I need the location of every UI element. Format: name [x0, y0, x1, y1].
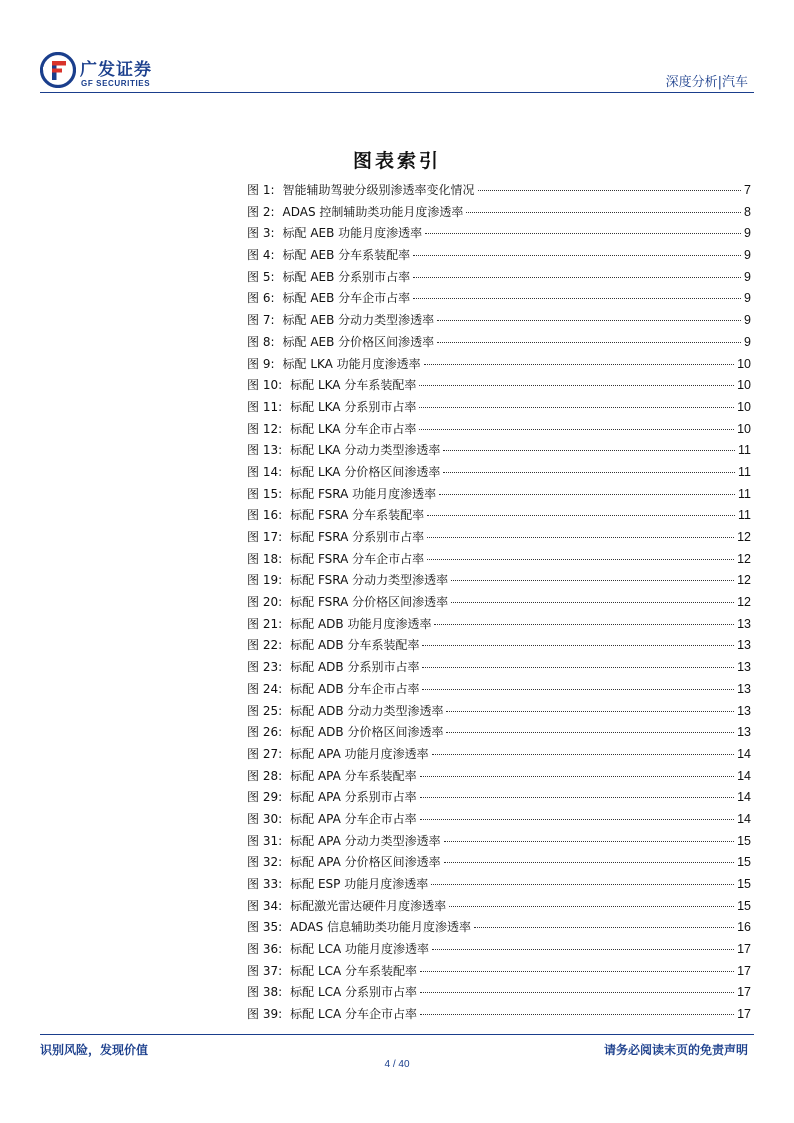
- toc-entry-number: 图 39:: [247, 1007, 283, 1022]
- toc-entry-page: 14: [737, 768, 751, 783]
- toc-entry[interactable]: [247, 181, 751, 203]
- toc-entry[interactable]: [247, 810, 751, 832]
- toc-entry[interactable]: [247, 658, 751, 680]
- toc-dot-leader: [420, 797, 734, 798]
- toc-dot-leader: [427, 537, 734, 538]
- toc-entry-page: 11: [738, 464, 751, 479]
- toc-entry-title: 标配 APA 分车系装配率: [290, 768, 417, 783]
- toc-dot-leader: [446, 711, 734, 712]
- toc-entry-page: 11: [738, 508, 751, 523]
- toc-entry-number: 图 28:: [247, 768, 283, 783]
- toc-entry[interactable]: [247, 875, 751, 897]
- toc-entry[interactable]: [247, 767, 751, 789]
- toc-entry-page: 9: [744, 291, 751, 306]
- toc-entry-number: 图 29:: [247, 790, 283, 805]
- toc-entry[interactable]: [247, 1005, 751, 1027]
- toc-title: 图表索引: [352, 150, 441, 172]
- toc-entry[interactable]: [247, 203, 751, 225]
- toc-entry-number: 图 21:: [247, 616, 283, 631]
- toc-entry-number: 图 8:: [247, 334, 275, 349]
- toc-entry-page: 16: [737, 920, 751, 935]
- toc-entry[interactable]: [247, 506, 751, 528]
- toc-entry-number: 图 11:: [247, 399, 283, 414]
- toc-entry[interactable]: [247, 897, 751, 919]
- toc-entry-number: 图 19:: [247, 573, 283, 588]
- toc-entry-page: 13: [737, 703, 751, 718]
- toc-entry-page: 9: [744, 334, 751, 349]
- toc-dot-leader: [443, 472, 735, 473]
- toc-entry-title: 标配 FSRA 分车企市占率: [290, 551, 425, 566]
- toc-entry-title: ADAS 控制辅助类功能月度渗透率: [282, 204, 464, 219]
- toc-entry-number: 图 24:: [247, 681, 283, 696]
- toc-entry-page: 17: [737, 942, 751, 957]
- toc-dot-leader: [444, 841, 734, 842]
- toc-entry-title: 标配 APA 功能月度渗透率: [290, 746, 429, 761]
- toc-entry-page: 11: [738, 443, 751, 458]
- toc-entry[interactable]: [247, 636, 751, 658]
- toc-entry-number: 图 3:: [247, 226, 275, 241]
- toc-dot-leader: [439, 494, 735, 495]
- toc-dot-leader: [425, 233, 741, 234]
- toc-dot-leader: [466, 212, 741, 213]
- toc-entry-title: 标配激光雷达硬件月度渗透率: [290, 898, 447, 913]
- toc-entry-page: 10: [737, 356, 751, 371]
- footer-divider: [40, 1034, 754, 1035]
- toc-entry-page: 14: [737, 790, 751, 805]
- toc-dot-leader: [449, 906, 734, 907]
- toc-dot-leader: [420, 1014, 734, 1015]
- toc-entry[interactable]: [247, 745, 751, 767]
- toc-entry-number: 图 23:: [247, 660, 283, 675]
- toc-dot-leader: [437, 320, 741, 321]
- toc-entry[interactable]: [247, 441, 751, 463]
- toc-entry-title: 标配 APA 分价格区间渗透率: [290, 855, 441, 870]
- toc-entry-title: 标配 APA 分系别市占率: [290, 790, 417, 805]
- toc-entry-number: 图 30:: [247, 811, 283, 826]
- toc-entry-page: 13: [737, 681, 751, 696]
- toc-entry-number: 图 1:: [247, 183, 275, 197]
- toc-entry-title: 标配 ESP 功能月度渗透率: [290, 877, 429, 891]
- toc-dot-leader: [424, 364, 734, 365]
- toc-entry-page: 9: [744, 248, 751, 263]
- toc-entry-page: 10: [737, 421, 751, 436]
- toc-entry-page: 15: [737, 898, 751, 913]
- toc-entry[interactable]: [247, 268, 751, 290]
- toc-entry-page: 13: [737, 638, 751, 653]
- toc-entry-number: 图 32:: [247, 855, 283, 870]
- toc-entry-number: 图 33:: [247, 877, 283, 891]
- toc-dot-leader: [419, 407, 734, 408]
- toc-entry-title: 标配 LKA 分车企市占率: [290, 421, 417, 436]
- toc-entry[interactable]: [247, 680, 751, 702]
- toc-dot-leader: [413, 277, 741, 278]
- footer-slogan: 识别风险，发现价值: [40, 1043, 149, 1057]
- toc-entry-title: 标配 AEB 分动力类型渗透率: [282, 313, 435, 328]
- toc-entry-number: 图 27:: [247, 746, 283, 761]
- toc-dot-leader: [427, 515, 735, 516]
- toc-entry-page: 17: [737, 985, 751, 1000]
- toc-entry-page: 12: [737, 551, 751, 566]
- toc-entry-title: 标配 APA 分动力类型渗透率: [290, 833, 441, 848]
- toc-entry-page: 17: [737, 1007, 751, 1022]
- toc-entry[interactable]: [247, 702, 751, 724]
- toc-entry[interactable]: [247, 962, 751, 984]
- toc-entry[interactable]: [247, 723, 751, 745]
- toc-dot-leader: [413, 255, 741, 256]
- toc-dot-leader: [420, 971, 734, 972]
- toc-entry-number: 图 15:: [247, 486, 283, 501]
- toc-entry-number: 图 25:: [247, 703, 283, 718]
- toc-entry[interactable]: [247, 355, 751, 377]
- toc-entry[interactable]: [247, 615, 751, 637]
- toc-entry-page: 15: [737, 877, 751, 891]
- toc-dot-leader: [419, 429, 734, 430]
- toc-entry[interactable]: [247, 463, 751, 485]
- toc-dot-leader: [474, 927, 734, 928]
- toc-entry-number: 图 2:: [247, 204, 275, 219]
- toc-entry-page: 14: [737, 746, 751, 761]
- toc-entry[interactable]: [247, 333, 751, 355]
- toc-entry[interactable]: [247, 571, 751, 593]
- page-header: [0, 0, 794, 100]
- toc-entry-number: 图 6:: [247, 291, 275, 306]
- toc-entry-page: 7: [744, 183, 751, 197]
- toc-entry-title: 标配 LKA 分动力类型渗透率: [290, 443, 441, 458]
- toc-entry-number: 图 14:: [247, 464, 283, 479]
- toc-entry[interactable]: [247, 398, 751, 420]
- toc-entry-title: 标配 FSRA 分系别市占率: [290, 530, 425, 544]
- toc-dot-leader: [451, 602, 734, 603]
- toc-entry-title: 标配 LCA 功能月度渗透率: [290, 942, 430, 957]
- toc-entry[interactable]: [247, 420, 751, 442]
- toc-entry-number: 图 12:: [247, 421, 283, 436]
- toc-dot-leader: [434, 624, 734, 625]
- toc-entry-number: 图 7:: [247, 313, 275, 328]
- toc-entry-title: 标配 LKA 分系别市占率: [290, 399, 417, 414]
- toc-entry-number: 图 26:: [247, 725, 283, 740]
- toc-entry-page: 12: [737, 595, 751, 610]
- toc-entry-number: 图 13:: [247, 443, 283, 458]
- toc-entry[interactable]: [247, 246, 751, 268]
- toc-entry-title: 标配 AEB 分系别市占率: [282, 269, 411, 284]
- toc-entry-title: 标配 FSRA 功能月度渗透率: [290, 486, 437, 501]
- toc-entry-title: 标配 AEB 分车系装配率: [282, 248, 411, 263]
- toc-dot-leader: [420, 776, 734, 777]
- toc-dot-leader: [422, 689, 734, 690]
- toc-entry-title: 标配 AEB 分价格区间渗透率: [282, 334, 435, 349]
- toc-entry[interactable]: [247, 593, 751, 615]
- toc-entry-number: 图 4:: [247, 248, 275, 263]
- toc-entry-number: 图 16:: [247, 508, 283, 523]
- toc-dot-leader: [444, 862, 734, 863]
- toc-entry[interactable]: [247, 918, 751, 940]
- toc-entry-number: 图 18:: [247, 551, 283, 566]
- toc-entry-page: 8: [744, 204, 751, 219]
- toc-entry-number: 图 9:: [247, 356, 275, 371]
- toc-entry-title: 标配 FSRA 分价格区间渗透率: [290, 595, 449, 610]
- toc-entry-title: 标配 FSRA 分车系装配率: [290, 508, 425, 523]
- toc-entry-title: 标配 LKA 功能月度渗透率: [282, 356, 421, 371]
- toc-entry-title: 标配 LCA 分车企市占率: [290, 1007, 418, 1022]
- toc-entry-number: 图 17:: [247, 530, 283, 544]
- toc-dot-leader: [419, 385, 734, 386]
- toc-entry-title: ADAS 信息辅助类功能月度渗透率: [290, 920, 472, 935]
- toc-entry-number: 图 35:: [247, 920, 283, 935]
- toc-dot-leader: [432, 754, 734, 755]
- toc-dot-leader: [420, 992, 734, 993]
- toc-entry[interactable]: [247, 311, 751, 333]
- header-divider: [40, 92, 754, 93]
- toc-dot-leader: [443, 450, 735, 451]
- toc-dot-leader: [422, 667, 734, 668]
- toc-dot-leader: [422, 645, 734, 646]
- toc-entry-title: 标配 ADB 分动力类型渗透率: [290, 703, 444, 718]
- logo-english-name: GF SECURITIES: [81, 79, 151, 88]
- toc-dot-leader: [478, 190, 742, 191]
- toc-dot-leader: [432, 949, 734, 950]
- toc-entry-title: 标配 ADB 分价格区间渗透率: [290, 725, 444, 740]
- toc-entry[interactable]: [247, 224, 751, 246]
- toc-dot-leader: [427, 559, 734, 560]
- toc-dot-leader: [437, 342, 741, 343]
- toc-entry-title: 标配 ADB 分车企市占率: [290, 681, 420, 696]
- toc-entry-title: 标配 ADB 分系别市占率: [290, 660, 420, 675]
- toc-entry[interactable]: [247, 528, 751, 550]
- toc-entry[interactable]: [247, 550, 751, 572]
- toc-entry-number: 图 31:: [247, 833, 283, 848]
- page-number: 4 / 40: [384, 1059, 410, 1070]
- toc-entry-page: 10: [737, 399, 751, 414]
- toc-entry-page: 11: [738, 486, 751, 501]
- toc-entry-number: 图 34:: [247, 898, 283, 913]
- toc-entry[interactable]: [247, 289, 751, 311]
- toc-entry-title: 标配 LCA 分车系装配率: [290, 963, 418, 978]
- toc-entry-page: 10: [737, 378, 751, 393]
- toc-entry-number: 图 20:: [247, 595, 283, 610]
- toc-entry-number: 图 36:: [247, 942, 283, 957]
- toc-entry-page: 13: [737, 660, 751, 675]
- toc-entry[interactable]: [247, 983, 751, 1005]
- toc-entry[interactable]: [247, 832, 751, 854]
- toc-entry-title: 标配 ADB 功能月度渗透率: [290, 616, 432, 631]
- toc-entry-page: 9: [744, 226, 751, 241]
- toc-dot-leader: [431, 884, 734, 885]
- toc-entry-page: 13: [737, 725, 751, 740]
- toc-entry-number: 图 22:: [247, 638, 283, 653]
- toc-entry-page: 15: [737, 833, 751, 848]
- report-section-label: 深度分析|汽车: [665, 75, 748, 90]
- toc-entry-page: 12: [737, 530, 751, 544]
- toc-entry-title: 标配 LKA 分车系装配率: [290, 378, 417, 393]
- toc-dot-leader: [420, 819, 734, 820]
- toc-dot-leader: [451, 580, 734, 581]
- toc-entry-title: 标配 APA 分车企市占率: [290, 811, 417, 826]
- toc-entry-page: 13: [737, 616, 751, 631]
- toc-entry-title: 标配 AEB 分车企市占率: [282, 291, 411, 306]
- toc-entry-title: 标配 LKA 分价格区间渗透率: [290, 464, 441, 479]
- toc-entry-number: 图 38:: [247, 985, 283, 1000]
- toc-entry-page: 9: [744, 313, 751, 328]
- gf-logo-icon: [40, 52, 76, 88]
- toc-entry[interactable]: [247, 485, 751, 507]
- toc-entry-page: 15: [737, 855, 751, 870]
- toc-entry-title: 标配 LCA 分系别市占率: [290, 985, 418, 1000]
- toc-entry-number: 图 10:: [247, 378, 283, 393]
- toc-entry-number: 图 37:: [247, 963, 283, 978]
- toc-entry-page: 14: [737, 811, 751, 826]
- toc-entry-title: 智能辅助驾驶分级别渗透率变化情况: [282, 183, 475, 197]
- toc-entry[interactable]: [247, 853, 751, 875]
- toc-entry-page: 12: [737, 573, 751, 588]
- toc-entry-title: 标配 FSRA 分动力类型渗透率: [290, 573, 449, 588]
- toc-entry-page: 9: [744, 269, 751, 284]
- toc-dot-leader: [446, 732, 734, 733]
- toc-entry[interactable]: [247, 940, 751, 962]
- gf-securities-logo: [40, 52, 180, 90]
- footer-disclaimer-note: 请务必阅读末页的免责声明: [603, 1043, 748, 1057]
- toc-entry-number: 图 5:: [247, 269, 275, 284]
- toc-entry-title: 标配 AEB 功能月度渗透率: [282, 226, 423, 241]
- toc-dot-leader: [413, 298, 741, 299]
- figure-index-list: [247, 181, 751, 1027]
- toc-entry-page: 17: [737, 963, 751, 978]
- toc-entry-title: 标配 ADB 分车系装配率: [290, 638, 420, 653]
- toc-entry[interactable]: [247, 376, 751, 398]
- toc-entry[interactable]: [247, 788, 751, 810]
- logo-chinese-name: 广发证券: [80, 60, 152, 80]
